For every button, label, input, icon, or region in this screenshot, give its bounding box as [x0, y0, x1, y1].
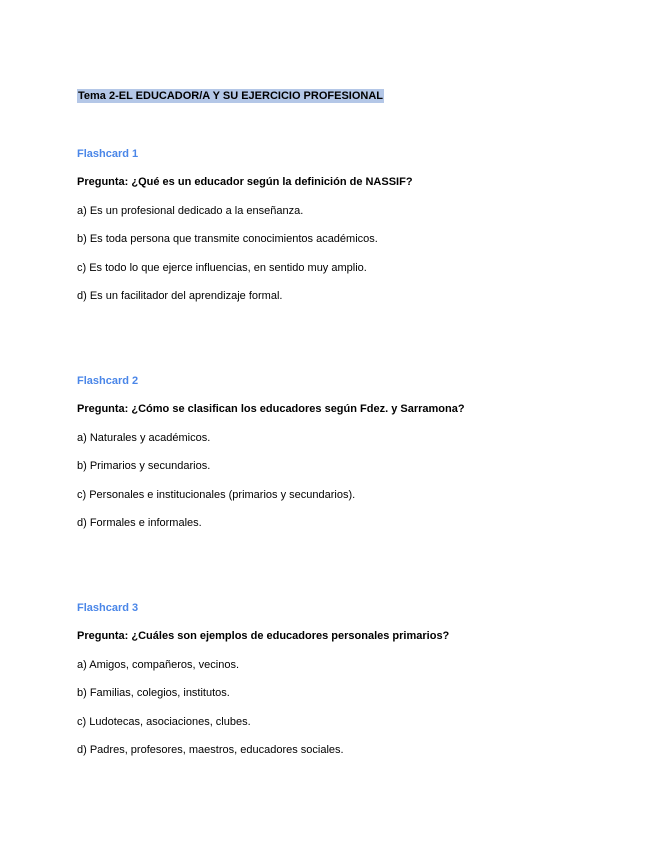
answer-option-b: b) Primarios y secundarios. — [77, 460, 211, 472]
answer-option-c: c) Ludotecas, asociaciones, clubes. — [77, 716, 251, 728]
answer-option-a: a) Es un profesional dedicado a la enseñanza. — [77, 205, 304, 217]
flashcard-question: Pregunta: ¿Qué es un educador según la definición de NASSIF? — [77, 176, 413, 188]
answer-option-b: b) Es toda persona que transmite conocimientos académicos. — [77, 233, 378, 245]
answer-option-c: c) Personales e institucionales (primarios y secundarios). — [77, 489, 356, 501]
flashcard-question: Pregunta: ¿Cómo se clasifican los educadores según Fdez. y Sarramona? — [77, 403, 465, 415]
answer-option-d: d) Formales e informales. — [77, 517, 202, 529]
flashcard-question: Pregunta: ¿Cuáles son ejemplos de educadores personales primarios? — [77, 630, 450, 642]
document-title: Tema 2-EL EDUCADOR/A Y SU EJERCICIO PROFESIONAL — [78, 90, 384, 102]
answer-option-c: c) Es todo lo que ejerce influencias, en sentido muy amplio. — [77, 262, 367, 274]
answer-option-a: a) Naturales y académicos. — [77, 432, 211, 444]
flashcard-heading: Flashcard 1 — [77, 148, 139, 160]
flashcard-heading: Flashcard 3 — [77, 602, 139, 614]
answer-option-b: b) Familias, colegios, institutos. — [77, 687, 230, 699]
answer-option-d: d) Padres, profesores, maestros, educadores sociales. — [77, 744, 344, 756]
answer-option-d: d) Es un facilitador del aprendizaje formal. — [77, 290, 283, 302]
flashcard-heading: Flashcard 2 — [77, 375, 139, 387]
answer-option-a: a) Amigos, compañeros, vecinos. — [77, 659, 240, 671]
